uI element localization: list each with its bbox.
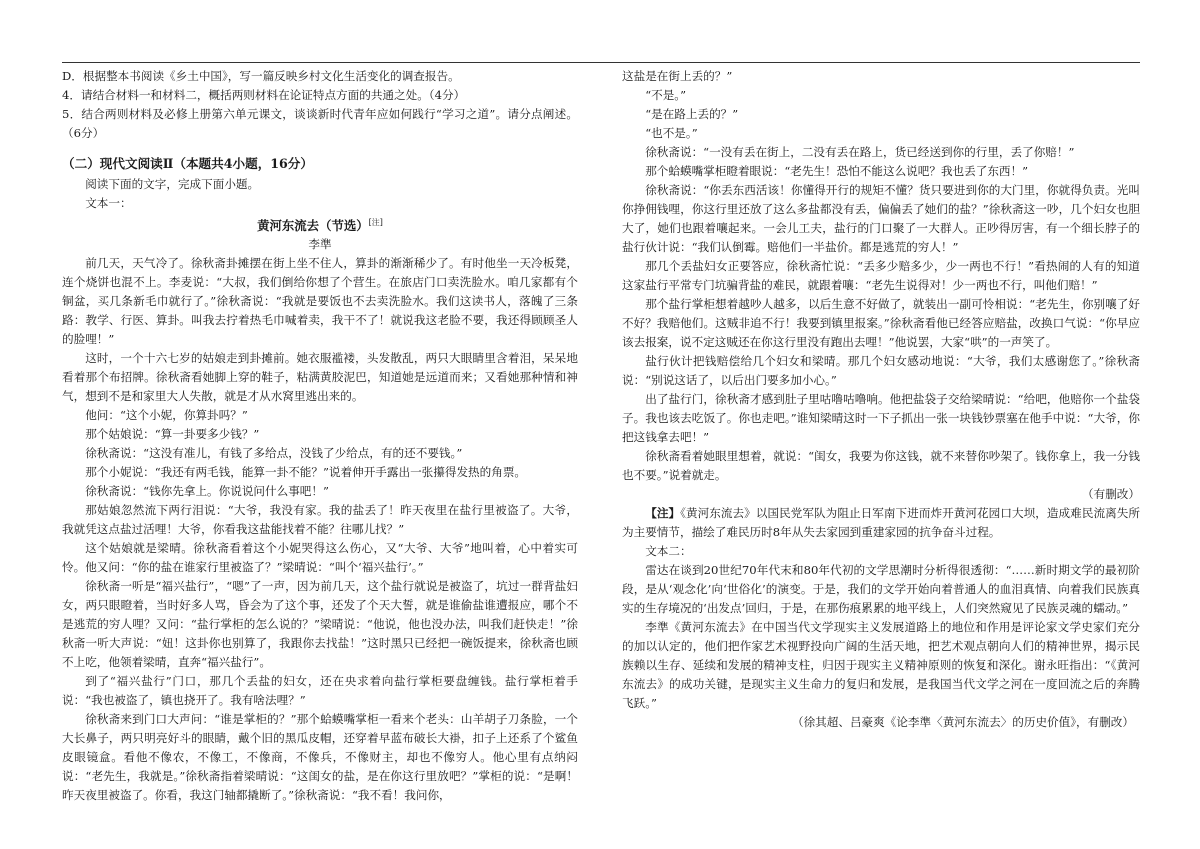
paragraph: 那个姑娘说：“算一卦要多少钱？” xyxy=(85,427,260,442)
paragraph: “不是。” xyxy=(645,88,687,102)
paragraph: 到了“福兴盐行”门口，那几个丢盐的妇女，还在央求着向盐行掌柜要盘缠钱。盐行掌柜着手说：“我也被盗了，镇也挠开了。我有啥法哩？” xyxy=(62,674,578,708)
right-column xyxy=(622,67,1140,837)
header-rule xyxy=(62,62,1140,63)
paragraph: 出了盐行门，徐秋斋才感到肚子里咕噜咕噜响。他把盐袋子交给梁晴说：“给吧，他赔你一个盐袋子。我也该去吃饭了。你也走吧。”谁知梁晴这时一下子抓出一张一块钱钞票塞在他手中说：“大爷，你把这钱拿去吧！” xyxy=(622,392,1140,444)
left-column xyxy=(62,67,578,837)
option-d: D．根据整本书阅读《乡土中国》，写一篇反映乡村文化生活变化的调查报告。 xyxy=(62,69,460,83)
paragraph: 前几天，天气冷了。徐秋斋卦摊摆在街上坐不住人，算卦的渐渐稀少了。有时他坐一天冷板凳，连个烧饼也混不上。李麦说：“大叔，我们倒给你想了个营生。在旅店门口卖洗脸水。咱几家都有个铜盆，买几条新毛巾就行了。”徐秋斋说：“我就是要饭也不去卖洗脸水。我们这读书人，落魄了三条路：教学、行医、算卦。叫我去拧着热毛巾喊着卖，我干不了！就说我这老脸不要，我还得顾顾圣人的脸哩！” xyxy=(62,256,578,347)
paragraph: “是在路上丢的？” xyxy=(645,107,739,121)
paragraph: 雷达在谈到20世纪70年代末和80年代初的文学思潮时分析得很透彻：“……新时期文学的最初阶段，是从‘观念化’向‘世俗化’的演变。于是，我们的文学开始向着普通人的血泪真情、向着我们民族真实的生存境况的‘出发点’回归，于是，在那伤痕累累的地平线上，人们突然窥见了民族灵魂的蠕动。” xyxy=(622,563,1140,615)
paragraph: 盐行伙计把钱赔偿给几个妇女和梁晴。那几个妇女感动地说：“大爷，我们太感谢您了。”徐秋斋说：“别说这话了，以后出门要多加小心。” xyxy=(622,354,1140,387)
paragraph: 那个盐行掌柜想着越吵人越多，以后生意不好做了，就装出一副可怜相说：“老先生，你别嚷了好不好？我赔他们。这贼非追不行！我要到镇里报案。”徐秋斋看他已经答应赔盐，改换口气说：“你早应该去报案，说不定这贼还在你这行里没有跑出去哩！”他说罢，大家“哄”的一声笑了。 xyxy=(622,297,1140,349)
paragraph: 徐秋斋来到门口大声问：“谁是掌柜的？”那个蛤蟆嘴掌柜一看来个老头：山羊胡子刀条脸，一个大长鼻子，两只明亮好斗的眼睛，戴个旧的黑瓜皮帽，还穿着早蓝布破长大褂，扣子上还系了个鲨鱼皮眼镜盒。看他不像农，不像工，不像商，不像兵，不像财主，却也不像穷人。他心里有点纳闷说：“老先生，我就是。”徐秋斋指着梁晴说：“这闺女的盐，是在你这行里放吧？”掌柜的说：“是啊！昨天夜里被盗了。你看，我这门轴都撬断了。”徐秋斋说：“我不看！我问你， xyxy=(62,712,578,803)
question-5: 5．结合两则材料及必修上册第六单元课文，谈谈新时代青年应如何践行“学习之道”。请分点阐述。（6分） xyxy=(62,107,578,140)
footnote-text: 《黄河东流去》以国民党军队为阻止日军南下进而炸开黄河花园口大坝，造成难民流离失所为主要情节，描绘了难民历时8年从失去家园到重建家园的抗争奋斗过程。 xyxy=(622,506,1140,539)
story-title-text: 黄河东流去 xyxy=(257,218,320,234)
paragraph: 徐秋斋说：“你丢东西活该！你懂得开行的规矩不懂？货只要进到你的大门里，你就得负责。光叫你挣佣钱哩，你这行里还放了这么多盐都没有丢，偏偏丢了她们的盐？”徐秋斋这一吵，几个妇女也胆大了，她们也跟着嚷起来。一会儿工夫，盐行的门口聚了一大群人。正吵得厉害，有一个细长脖子的盐行伙计说：“我们认倒霉。赔他们一半盐价。都是逃荒的穷人！” xyxy=(622,183,1140,254)
question-4: 4．请结合材料一和材料二，概括两则材料在论证特点方面的共通之处。（4分） xyxy=(62,88,466,102)
story-author: 李準 xyxy=(308,237,332,252)
paragraph: 那个蛤蟆嘴掌柜瞪着眼说：“老先生！恐怕不能这么说吧？我也丢了东西！” xyxy=(645,164,1029,178)
paragraph: 徐秋斋一听是“福兴盐行”，“嗯”了一声，因为前几天，这个盐行就说是被盗了，坑过一群背盐妇女，两只眼瞪着，当时好多人骂，昏会为了这个事，还发了个天大誓，就是谁偷盐谁遭报应，哪个不是逃荒的穷人哩？又问：“盐行掌柜的怎么说的？”梁晴说：“他说，他也没办法，叫我们赶快走！”徐秋斋一听大声说：“妞！这卦你也别算了，我跟你去找盐！”这时黑只已经把一碗饭提来，徐秋斋也顾不上吃，他领着梁晴，直奔“福兴盐行”。 xyxy=(62,579,578,670)
story-title xyxy=(62,213,578,235)
story-title-suffix: （节选） xyxy=(319,218,369,234)
paragraph: 徐秋斋说：“一没有丢在街上，二没有丢在路上，货已经送到你的行里，丢了你赔！” xyxy=(645,145,1075,159)
paragraph: 那几个丢盐妇女正要答应，徐秋斋忙说：“丢多少赔多少，少一两也不行！”看热闹的人有的知道这家盐行平常专门坑骗背盐的难民，就跟着嚷：“老先生说得对！少一两也不行，叫他们赔！” xyxy=(622,259,1140,292)
paragraph: 那个小妮说：“我还有两毛钱，能算一卦不能？”说着伸开手露出一张攥得发热的角票。 xyxy=(85,465,527,480)
paragraph: 这时，一个十六七岁的姑娘走到卦摊前。她衣服褴褛，头发散乱，两只大眼睛里含着泪，呆呆地看着那个布招牌。徐秋斋看她脚上穿的鞋子，粘满黄胶泥巴，知道她是远道而来；又看她那种情和神气，想到不是和家里大人失散，就是才从水窝里逃出来的。 xyxy=(62,351,578,404)
paragraph: 徐秋斋看着她眼里想着，就说：“闺女，我要为你这钱，就不来替你吵架了。钱你拿上，我一分钱也不要。”说着就走。 xyxy=(622,449,1140,482)
paragraph: 李準《黄河东流去》在中国当代文学现实主义发展道路上的地位和作用是评论家文学史家们充分的加以认定的，他们把作家艺术视野投向广阔的生活天地，把艺术观点朝向人们的精神世界，揭示民族赖以生存、延续和发展的精神支柱，归因于现实主义精神原则的恢复和深化。谢永旺指出：“《黄河东流去》的成功关键，是现实主义生命力的复归和发展，是我国当代文学之河在一度回流之后的奔腾飞跃。” xyxy=(622,620,1140,710)
paragraph: 这个姑娘就是梁晴。徐秋斋看着这个小妮哭得这么伤心，又“大爷、大爷”地叫着，心中着实可怜。他又问：“你的盐在谁家行里被盗了？”梁晴说：“叫个‘福兴盐行’。” xyxy=(62,541,578,575)
abridged-note: （有删改） xyxy=(1082,487,1140,501)
paragraph: 那姑娘忽然流下两行泪说：“大爷，我没有家。我的盐丢了！昨天夜里在盐行里被盗了。大爷，我就凭这点盐过活哩！大爷，你看我这盐能找着不能？往哪儿找？” xyxy=(62,503,578,537)
paragraph: 这盐是在街上丢的？” xyxy=(622,69,733,83)
paragraph: “也不是。” xyxy=(645,126,698,140)
paragraph: 徐秋斋说：“钱你先拿上。你说说问什么事吧！” xyxy=(85,484,329,499)
section-heading: （二）现代文阅读Ⅱ（本题共4小题，16分） xyxy=(62,156,313,171)
paragraph: 他问：“这个小妮，你算卦吗？” xyxy=(85,408,248,423)
footnote-label: 【注】 xyxy=(645,506,681,520)
story-title-note-mark: [注] xyxy=(368,218,383,227)
source-citation: （徐其超、吕豪爽《论李準〈黄河东流去〉的历史价值》，有删改） xyxy=(791,715,1134,729)
text-two-label: 文本二： xyxy=(645,544,692,558)
paragraph: 徐秋斋说：“这没有准儿，有钱了多给点，没钱了少给点，有的还不要钱。” xyxy=(85,446,463,461)
footnote xyxy=(622,504,1140,542)
text-one-label: 文本一： xyxy=(85,196,132,210)
reading-instruction: 阅读下面的文字，完成下面小题。 xyxy=(85,177,260,191)
